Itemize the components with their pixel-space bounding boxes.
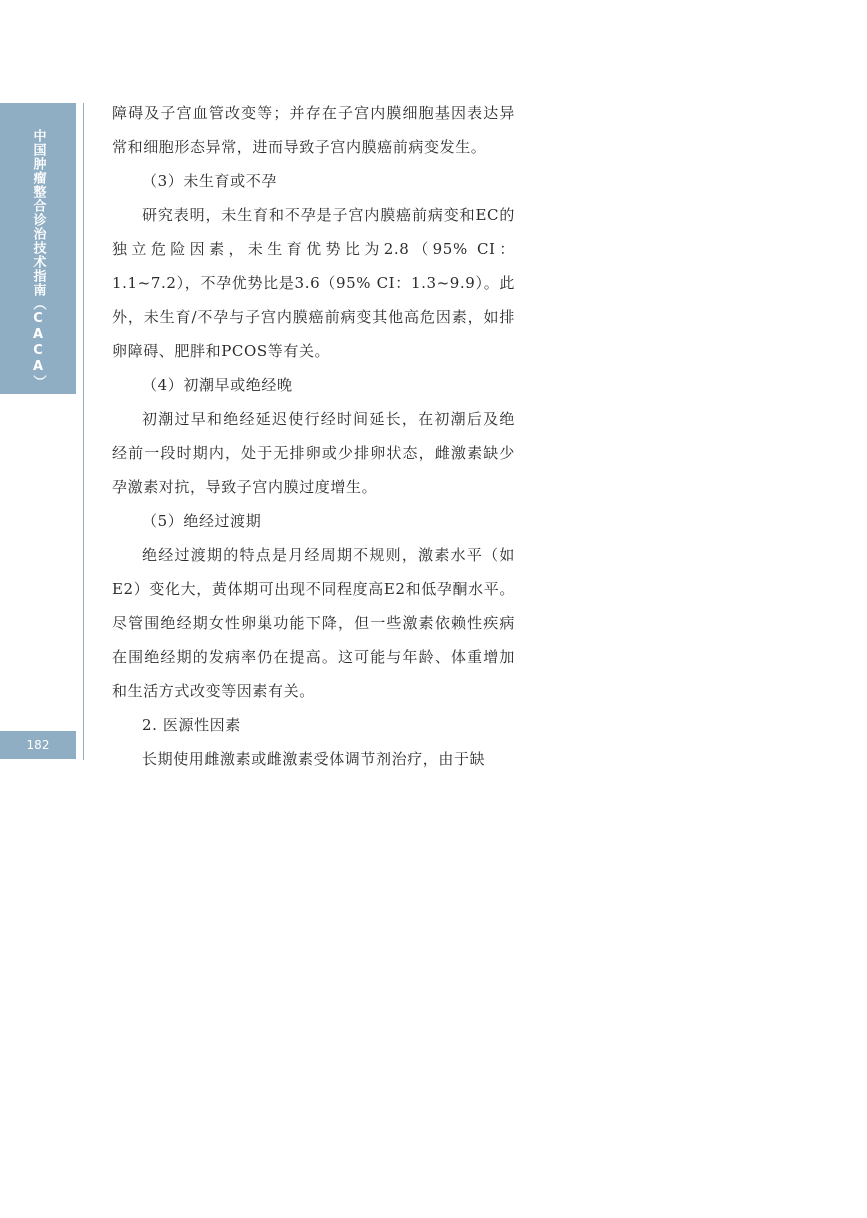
section-heading: （4）初潮早或绝经晚: [142, 376, 293, 394]
paragraph: 研究表明，未生育和不孕是子宫内膜癌前病变和EC的独立危险因素，未生育优势比为2.8（95% CI：1.1~7.2），不孕优势比是3.6（95% CI：1.3~9.9）。此外，未生育/不孕与子宫内膜癌前病变其他高危因素，如排卵障碍、肥胖和PCOS等有关。: [112, 206, 515, 360]
sidebar-title: [0, 103, 76, 394]
section-heading: 2. 医源性因素: [142, 716, 241, 734]
book-title: 中国肿瘤整合诊治技术指南（CACA）: [30, 129, 46, 389]
paragraph-continuation: 障碍及子宫血管改变等；并存在子宫内膜细胞基因表达异常和细胞形态异常，进而导致子宫内膜癌前病变发生。: [112, 104, 515, 156]
margin-rule: [83, 103, 84, 760]
section-heading: （3）未生育或不孕: [142, 172, 277, 190]
paragraph: 绝经过渡期的特点是月经周期不规则，激素水平（如E2）变化大，黄体期可出现不同程度高E2和低孕酮水平。尽管围绝经期女性卵巢功能下降，但一些激素依赖性疾病在围绝经期的发病率仍在提高。这可能与年龄、体重增加和生活方式改变等因素有关。: [112, 546, 515, 700]
body-text: [112, 96, 515, 776]
page-number: 182: [0, 731, 76, 759]
paragraph: 初潮过早和绝经延迟使行经时间延长，在初潮后及绝经前一段时期内，处于无排卵或少排卵状态，雌激素缺少孕激素对抗，导致子宫内膜过度增生。: [112, 410, 515, 496]
section-heading: （5）绝经过渡期: [142, 512, 262, 530]
paragraph: 长期使用雌激素或雌激素受体调节剂治疗，由于缺: [142, 750, 486, 768]
